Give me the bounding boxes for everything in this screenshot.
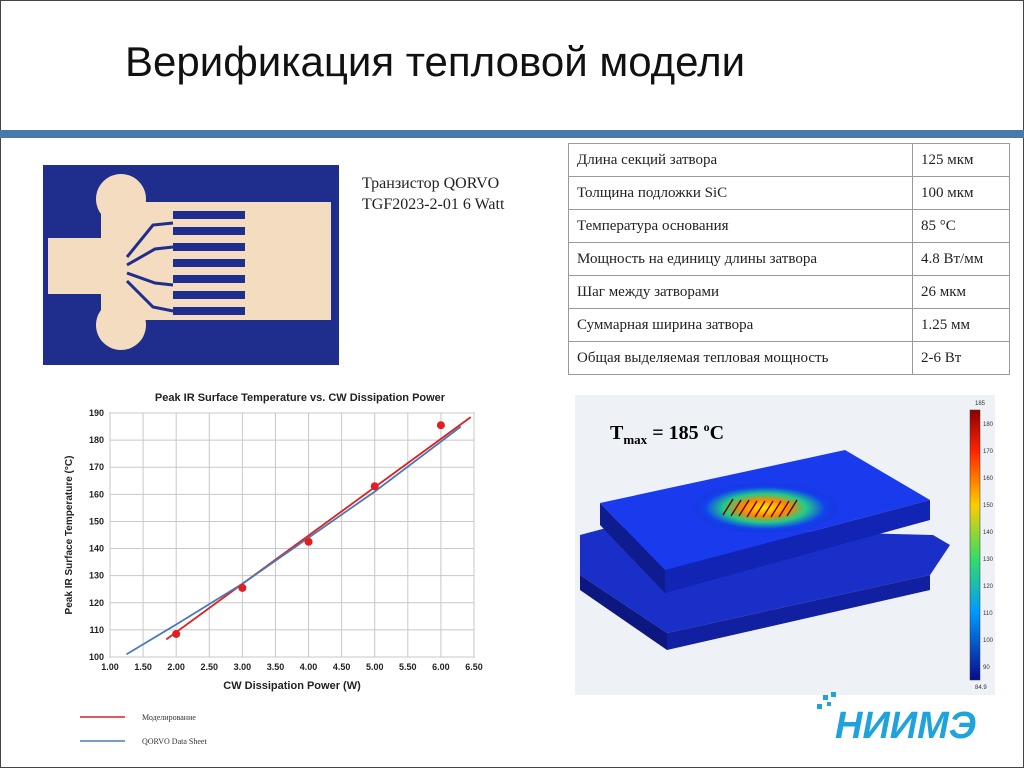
tmax-sup: o [703, 420, 710, 434]
y-tick-label: 140 [88, 543, 104, 554]
y-tick-label: 100 [88, 652, 104, 662]
param-label: Шаг между затворами [569, 276, 913, 309]
x-axis-label: CW Dissipation Power (W) [223, 680, 361, 692]
logo-text: НИИМЭ [835, 705, 977, 747]
x-tick-label: 2.50 [200, 662, 219, 672]
param-value: 4.8 Вт/мм [913, 243, 1010, 276]
scatter-point [437, 421, 445, 429]
colorbar-tick: 160 [983, 476, 994, 482]
x-tick-label: 6.00 [432, 662, 450, 672]
legend-label-simulation: Моделирование [142, 713, 196, 722]
tmax-value: = 185 [647, 422, 704, 444]
temperature-chart [50, 385, 490, 755]
colorbar-tick: 130 [983, 557, 994, 563]
y-tick-label: 180 [88, 435, 104, 446]
x-tick-label: 4.50 [332, 662, 351, 672]
colorbar [970, 410, 980, 680]
y-axis-label: Peak IR Surface Temperature (°C) [64, 455, 75, 615]
x-tick-label: 3.50 [266, 662, 285, 672]
niime-logo [815, 690, 1015, 750]
x-tick-label: 5.50 [399, 662, 417, 672]
scatter-point [172, 630, 180, 638]
logo-dots [817, 692, 836, 709]
colorbar-top-label: 185 [975, 401, 986, 407]
param-value: 85 °С [913, 210, 1010, 243]
colorbar-tick: 180 [983, 422, 994, 428]
colorbar-tick: 120 [983, 584, 994, 590]
table-row [569, 342, 1010, 375]
transistor-caption-line2: TGF2023-2-01 6 Watt [362, 196, 505, 213]
param-label: Температура основания [569, 210, 913, 243]
plot-area [110, 413, 474, 657]
parameters-table [568, 143, 1010, 375]
x-tick-label: 1.00 [101, 662, 119, 672]
param-value: 125 мкм [913, 144, 1010, 177]
y-tick-labels [89, 408, 104, 662]
table-row [569, 144, 1010, 177]
scatter-point [305, 538, 313, 546]
y-tick-label: 190 [88, 408, 104, 418]
colorbar-bottom-label: 84.9 [975, 685, 987, 691]
param-label: Мощность на единицу длины затвора [569, 243, 913, 276]
table-row [569, 177, 1010, 210]
param-value: 26 мкм [913, 276, 1010, 309]
colorbar-tick: 110 [983, 611, 993, 617]
title-divider [0, 130, 1024, 138]
tmax-prefix: T [610, 422, 624, 444]
chart-title: Peak IR Surface Temperature vs. CW Dissipation Power [154, 392, 446, 404]
tmax-sub: max [623, 432, 648, 447]
y-tick-label: 120 [88, 597, 104, 608]
table-row [569, 309, 1010, 342]
x-tick-label: 5.00 [365, 662, 384, 672]
x-tick-label: 3.00 [233, 662, 252, 672]
x-tick-label: 2.00 [167, 662, 185, 672]
param-value: 1.25 мм [913, 309, 1010, 342]
colorbar-tick: 150 [983, 503, 994, 509]
table-row [569, 210, 1010, 243]
page-title: Верификация тепловой модели [125, 38, 746, 85]
transistor-caption [362, 173, 504, 215]
param-label: Суммарная ширина затвора [569, 309, 913, 342]
y-tick-label: 110 [89, 624, 104, 635]
x-tick-label: 1.50 [134, 662, 152, 672]
x-tick-label: 4.00 [299, 662, 318, 672]
legend-label-datasheet: QORVO Data Sheet [142, 737, 207, 746]
transistor-layout-image [43, 165, 339, 365]
x-tick-label: 6.50 [465, 662, 483, 672]
y-tick-label: 130 [88, 570, 104, 581]
param-label: Общая выделяемая тепловая мощность [569, 342, 913, 375]
scatter-point [371, 482, 379, 490]
param-value: 2-6 Вт [913, 342, 1010, 375]
table-row [569, 243, 1010, 276]
y-tick-label: 160 [88, 489, 104, 500]
param-label: Толщина подложки SiC [569, 177, 913, 210]
param-label: Длина секций затвора [569, 144, 913, 177]
colorbar-tick: 90 [983, 665, 990, 671]
table-row [569, 276, 1010, 309]
x-tick-labels [101, 662, 483, 672]
tmax-unit: C [709, 422, 725, 444]
y-tick-label: 150 [88, 516, 104, 527]
param-value: 100 мкм [913, 177, 1010, 210]
colorbar-tick: 100 [983, 638, 994, 644]
scatter-point [238, 584, 246, 592]
colorbar-tick: 140 [983, 530, 994, 536]
y-tick-label: 170 [88, 462, 104, 473]
colorbar-tick: 170 [983, 449, 994, 455]
thermal-simulation-image [575, 395, 995, 695]
transistor-caption-line1: Транзистор QORVO [362, 175, 500, 192]
